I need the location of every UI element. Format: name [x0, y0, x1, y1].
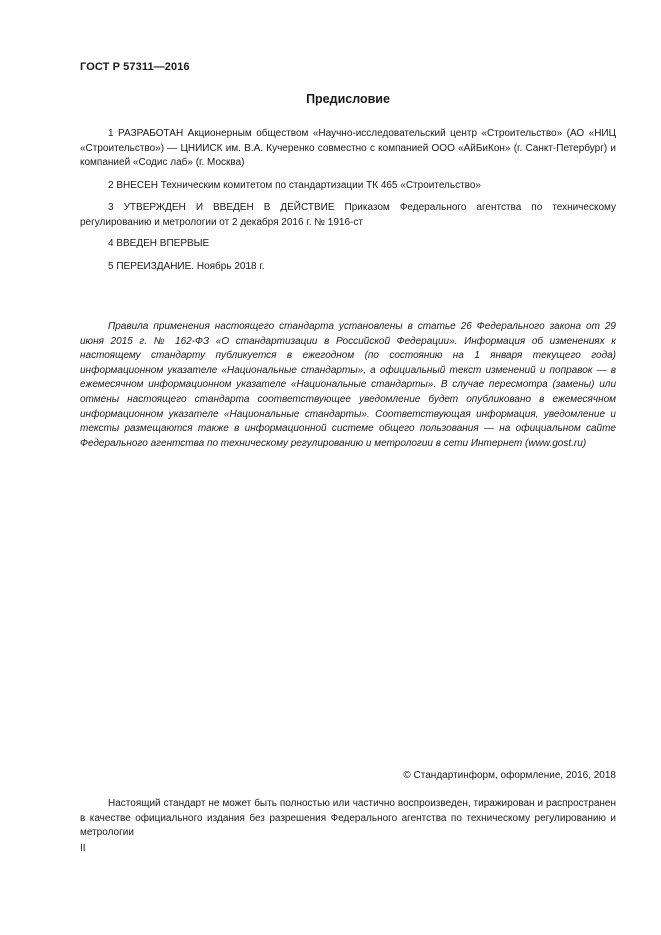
page-title: Предисловие — [306, 92, 390, 106]
foreword-item-approved: 3 УТВЕРЖДЕН И ВВЕДЕН В ДЕЙСТВИЕ Приказом Федерального агентства по техническому регулированию и метрологии от 2 декабря 2016 г. № 1916-ст — [80, 202, 616, 228]
document-code: ГОСТ Р 57311—2016 — [80, 61, 190, 73]
foreword-item-submitted: 2 ВНЕСЕН Техническим комитетом по стандартизации ТК 465 «Строительство» — [108, 180, 481, 191]
foreword-item-reissue: 5 ПЕРЕИЗДАНИЕ. Ноябрь 2018 г. — [108, 261, 265, 272]
foreword-item-developed: 1 РАЗРАБОТАН Акционерным обществом «Научно-исследовательский центр «Строительство» (АО «НИЦ «Строительство») — ЦНИИСК им. В.А. Кучеренко совместно с компанией ООО «АйБиКон» (г. Санкт-Петербург) и компанией «Содис лаб» (г. Москва) — [80, 128, 616, 169]
copyright-line: © Стандартинформ, оформление, 2016, 2018 — [403, 770, 616, 781]
reproduction-notice: Настоящий стандарт не может быть полностью или частично воспроизведен, тиражирован и распространен в качестве официального издания без разрешения Федерального агентства по техническому регулированию и метрологии — [80, 798, 616, 839]
application-rules-notice: Правила применения настоящего стандарта установлены в статье 26 Федерального закона от 29 июня 2015 г. № 162-ФЗ «О стандартизации в Российской Федерации». Информация об изменениях к настоящему стандарту публикуется в ежегодном (по состоянию на 1 января текущего года) информационном указателе «Национальные стандарты», а официальный текст изменений и поправок — в ежемесячном информационном указателе «Национальные стандарты». В случае пересмотра (замены) или отмены настоящего стандарта соответствующее уведомление будет опубликовано в ежемесячном информационном указателе «Национальные стандарты». Соответствующая информация, уведомление и тексты размещаются также в информационной системе общего пользования — на официальном сайте Федерального агентства по техническому регулированию и метрологии в сети Интернет (www.gost.ru) — [80, 321, 616, 449]
foreword-item-first-introduced: 4 ВВЕДЕН ВПЕРВЫЕ — [108, 238, 210, 249]
page-number: II — [80, 843, 86, 854]
